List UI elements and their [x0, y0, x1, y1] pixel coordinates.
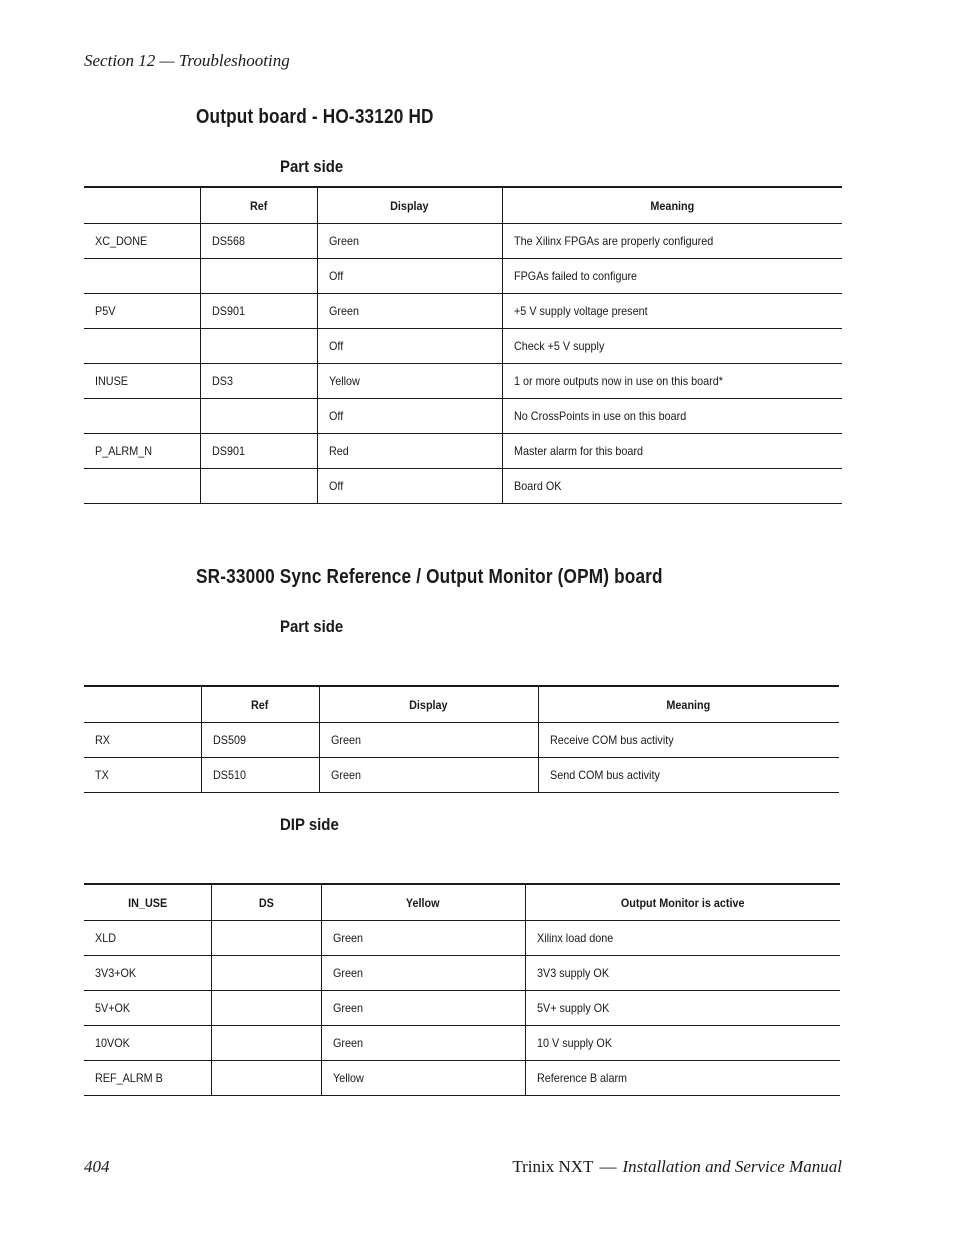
- table-cell: [211, 921, 321, 956]
- column-header: [321, 884, 525, 921]
- cell-text: The Xilinx FPGAs are properly configured: [513, 234, 713, 248]
- table-cell: [84, 723, 201, 758]
- column-header-label: Meaning: [666, 697, 711, 712]
- table-cell: [84, 991, 211, 1026]
- column-header-label: Display: [390, 198, 429, 213]
- table-cell: [84, 224, 200, 259]
- table-body: [84, 921, 840, 1096]
- column-header: [200, 187, 317, 224]
- subheading-dip-side: DIP side: [280, 815, 339, 834]
- cell-text: Red: [328, 444, 349, 458]
- table-cell: [317, 259, 502, 294]
- table-cell: [200, 259, 317, 294]
- section-heading-opm-board: SR-33000 Sync Reference / Output Monitor (OPM) board: [196, 566, 663, 588]
- cell-text: 10VOK: [95, 1036, 130, 1050]
- table-cell: [200, 364, 317, 399]
- cell-text: Green: [332, 1036, 363, 1050]
- cell-text: 3V3 supply OK: [536, 966, 609, 980]
- column-header-label: IN_USE: [127, 895, 167, 910]
- table-cell: [525, 921, 840, 956]
- table-cell: [201, 758, 319, 793]
- subheading-part-side-opm: Part side: [280, 617, 344, 636]
- table-row: [84, 294, 842, 329]
- table-cell: [200, 294, 317, 329]
- running-head: Section 12 — Troubleshooting: [84, 51, 290, 70]
- cell-text: REF_ALRM B: [95, 1071, 163, 1085]
- table-cell: [84, 956, 211, 991]
- table-cell: [211, 1061, 321, 1096]
- cell-text: Send COM bus activity: [549, 768, 660, 782]
- table-cell: [538, 758, 839, 793]
- column-header: [502, 187, 842, 224]
- cell-text: 1 or more outputs now in use on this board*: [513, 374, 723, 388]
- cell-text: Xilinx load done: [536, 931, 613, 945]
- cell-text: Off: [328, 339, 343, 353]
- header-row: [84, 884, 840, 921]
- cell-text: DS509: [212, 733, 246, 747]
- table-cell: [200, 224, 317, 259]
- cell-text: P5V: [95, 304, 116, 318]
- table-cell: [211, 1026, 321, 1061]
- table-cell: [525, 991, 840, 1026]
- column-header: [84, 187, 200, 224]
- table-row: [84, 991, 840, 1026]
- cell-text: Board OK: [513, 479, 561, 493]
- cell-text: 5V+OK: [95, 1001, 131, 1015]
- table-cell: [84, 364, 200, 399]
- page-number: 404: [84, 1157, 110, 1176]
- table-cell: [502, 294, 842, 329]
- cell-text: Yellow: [332, 1071, 364, 1085]
- column-header: [201, 686, 319, 723]
- manual-title: Trinix NXT: [512, 1157, 594, 1176]
- table-cell: [317, 364, 502, 399]
- table-cell: [200, 329, 317, 364]
- table-cell: [211, 991, 321, 1026]
- table-cell: [502, 224, 842, 259]
- table-cell: [200, 399, 317, 434]
- table-cell: [319, 758, 538, 793]
- cell-text: DS510: [212, 768, 246, 782]
- column-header: [525, 884, 840, 921]
- opm-dip-side-table: [84, 883, 840, 1096]
- table-row: [84, 758, 839, 793]
- column-header-label: DS: [258, 895, 274, 910]
- footer-separator: —: [599, 1157, 617, 1176]
- table-cell: [502, 469, 842, 504]
- table-cell: [321, 1026, 525, 1061]
- table-cell: [317, 434, 502, 469]
- cell-text: Green: [332, 966, 363, 980]
- cell-text: Off: [328, 409, 343, 423]
- subheading-part-side-output: Part side: [280, 157, 344, 176]
- table-header: [84, 686, 839, 723]
- table-row: [84, 469, 842, 504]
- cell-text: RX: [95, 733, 111, 747]
- table-row: [84, 723, 839, 758]
- cell-text: Green: [328, 234, 359, 248]
- cell-text: Reference B alarm: [536, 1071, 627, 1085]
- cell-text: Check +5 V supply: [513, 339, 604, 353]
- table-row: [84, 434, 842, 469]
- table-cell: [84, 921, 211, 956]
- cell-text: Master alarm for this board: [513, 444, 643, 458]
- table-cell: [321, 991, 525, 1026]
- table-cell: [211, 956, 321, 991]
- table-header: [84, 884, 840, 921]
- table-body: [84, 224, 842, 504]
- column-header: [319, 686, 538, 723]
- table-body: [84, 723, 839, 793]
- cell-text: DS568: [211, 234, 245, 248]
- cell-text: 10 V supply OK: [536, 1036, 612, 1050]
- table-row: [84, 329, 842, 364]
- table-cell: [84, 329, 200, 364]
- table-cell: [317, 469, 502, 504]
- column-header: [211, 884, 321, 921]
- table-cell: [525, 956, 840, 991]
- table-cell: [538, 723, 839, 758]
- cell-text: Off: [328, 479, 343, 493]
- cell-text: P_ALRM_N: [95, 444, 153, 458]
- cell-text: FPGAs failed to configure: [513, 269, 637, 283]
- table-cell: [502, 399, 842, 434]
- table-cell: [502, 329, 842, 364]
- table-cell: [84, 294, 200, 329]
- cell-text: 5V+ supply OK: [536, 1001, 609, 1015]
- cell-text: TX: [95, 768, 109, 782]
- table-cell: [321, 956, 525, 991]
- table-row: [84, 259, 842, 294]
- table-cell: [200, 434, 317, 469]
- cell-text: XC_DONE: [95, 234, 148, 248]
- table-cell: [84, 399, 200, 434]
- cell-text: XLD: [95, 931, 117, 945]
- column-header-label: Meaning: [650, 198, 695, 213]
- column-header-label: Yellow: [406, 895, 440, 910]
- table-cell: [502, 434, 842, 469]
- column-header-label: Display: [409, 697, 448, 712]
- column-header-label: Ref: [251, 697, 269, 712]
- opm-part-side-table: [84, 685, 839, 793]
- cell-text: No CrossPoints in use on this board: [513, 409, 686, 423]
- table-cell: [317, 399, 502, 434]
- column-header: [84, 686, 201, 723]
- cell-text: Off: [328, 269, 343, 283]
- header-row: [84, 686, 839, 723]
- column-header-label: Output Monitor is active: [620, 895, 745, 910]
- column-header-label: Ref: [249, 198, 268, 213]
- cell-text: Green: [332, 931, 363, 945]
- table-row: [84, 224, 842, 259]
- table-row: [84, 921, 840, 956]
- cell-text: Green: [330, 733, 361, 747]
- cell-text: DS901: [211, 304, 245, 318]
- section-heading-output-board: Output board - HO-33120 HD: [196, 106, 434, 128]
- table-row: [84, 399, 842, 434]
- table-cell: [84, 434, 200, 469]
- output-board-table: [84, 186, 842, 504]
- table-cell: [525, 1061, 840, 1096]
- table-cell: [201, 723, 319, 758]
- table-cell: [321, 1061, 525, 1096]
- table-row: [84, 364, 842, 399]
- table-cell: [502, 259, 842, 294]
- table-cell: [84, 259, 200, 294]
- manual-subtitle: Installation and Service Manual: [622, 1157, 842, 1176]
- footer-title: [512, 1157, 842, 1177]
- cell-text: Green: [328, 304, 359, 318]
- cell-text: DS901: [211, 444, 245, 458]
- table-cell: [84, 1061, 211, 1096]
- table-cell: [502, 364, 842, 399]
- header-row: [84, 187, 842, 224]
- cell-text: 3V3+OK: [95, 966, 137, 980]
- table-cell: [84, 469, 200, 504]
- table-row: [84, 1026, 840, 1061]
- table-row: [84, 956, 840, 991]
- table-cell: [317, 294, 502, 329]
- table-cell: [84, 1026, 211, 1061]
- cell-text: Green: [330, 768, 361, 782]
- table-cell: [319, 723, 538, 758]
- table-cell: [84, 758, 201, 793]
- table-cell: [321, 921, 525, 956]
- cell-text: INUSE: [95, 374, 129, 388]
- cell-text: Yellow: [328, 374, 360, 388]
- table-cell: [525, 1026, 840, 1061]
- table-cell: [200, 469, 317, 504]
- table-cell: [317, 329, 502, 364]
- table-header: [84, 187, 842, 224]
- cell-text: +5 V supply voltage present: [513, 304, 648, 318]
- table-cell: [317, 224, 502, 259]
- column-header: [317, 187, 502, 224]
- cell-text: Green: [332, 1001, 363, 1015]
- cell-text: DS3: [211, 374, 233, 388]
- cell-text: Receive COM bus activity: [549, 733, 674, 747]
- column-header: [538, 686, 839, 723]
- table-row: [84, 1061, 840, 1096]
- column-header: [84, 884, 211, 921]
